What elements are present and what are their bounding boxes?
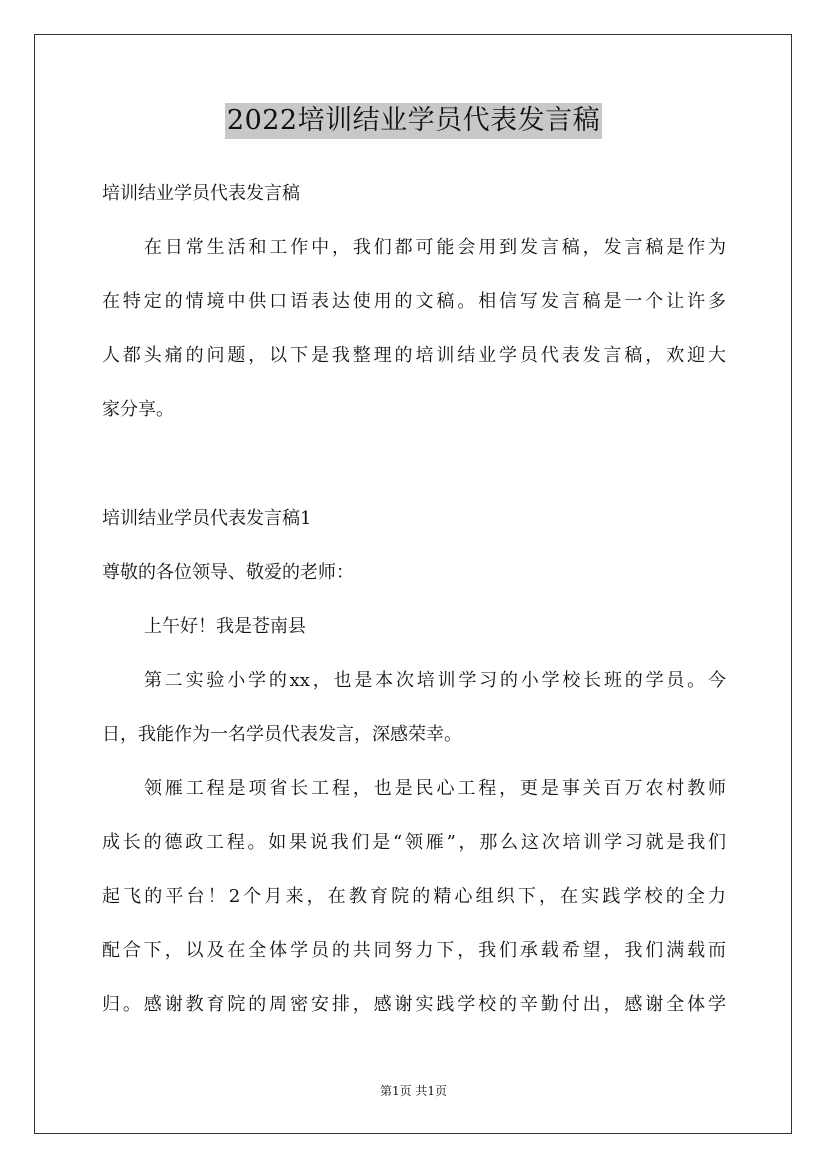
body-line-7: 配合下，以及在全体学员的共同努力下，我们承载希望，我们满载而 — [102, 940, 726, 961]
intro-line-3: 人都头痛的问题，以下是我整理的培训结业学员代表发言稿，欢迎大 — [102, 345, 726, 366]
salutation: 尊敬的各位领导、敬爱的老师： — [102, 562, 354, 583]
intro-line-1: 在日常生活和工作中，我们都可能会用到发言稿，发言稿是作为 — [144, 237, 726, 258]
body-line-2: 第二实验小学的xx，也是本次培训学习的小学校长班的学员。今 — [144, 670, 726, 691]
title-container — [0, 103, 827, 139]
body-line-1: 上午好！我是苍南县 — [144, 616, 306, 637]
subtitle: 培训结业学员代表发言稿 — [102, 183, 300, 204]
intro-line-2: 在特定的情境中供口语表达使用的文稿。相信写发言稿是一个让许多 — [102, 291, 726, 312]
body-line-8: 归。感谢教育院的周密安排，感谢实践学校的辛勤付出，感谢全体学 — [102, 994, 726, 1015]
section-heading: 培训结业学员代表发言稿1 — [102, 508, 312, 529]
body-line-5: 成长的德政工程。如果说我们是“领雁”，那么这次培训学习就是我们 — [102, 832, 726, 853]
intro-line-4: 家分享。 — [102, 399, 174, 420]
body-line-6: 起飞的平台！2个月来，在教育院的精心组织下，在实践学校的全力 — [102, 886, 726, 907]
body-line-4: 领雁工程是项省长工程，也是民心工程，更是事关百万农村教师 — [144, 778, 726, 799]
page-footer: 第1页 共1页 — [379, 1084, 448, 1098]
body-line-3: 日，我能作为一名学员代表发言，深感荣幸。 — [102, 724, 462, 745]
document-title: 2022培训结业学员代表发言稿 — [225, 103, 602, 139]
